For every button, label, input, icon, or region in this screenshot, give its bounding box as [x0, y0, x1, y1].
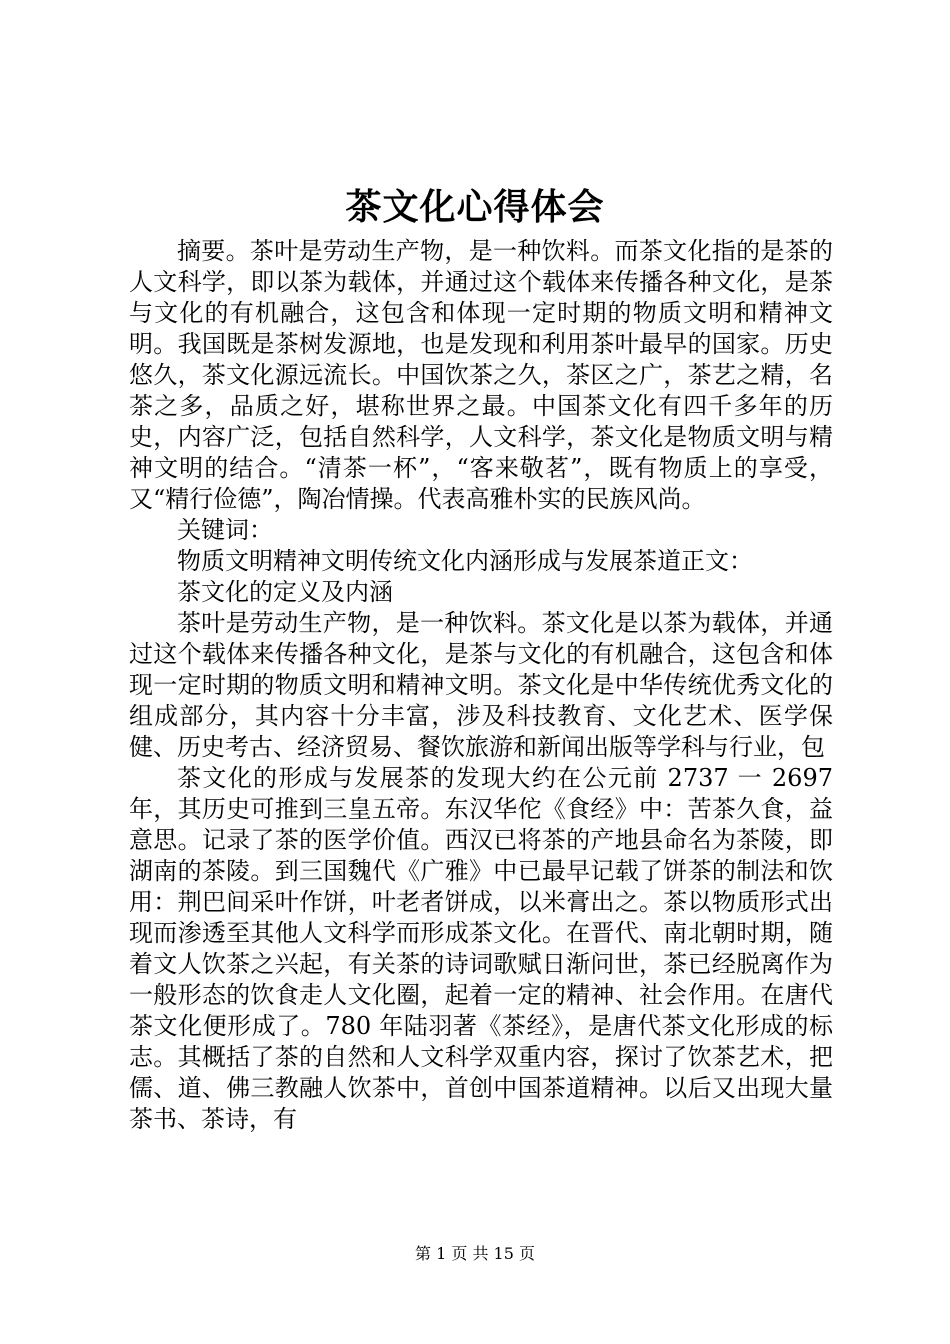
page-footer: 第 1 页 共 15 页 — [415, 1244, 535, 1263]
body-paragraph: 茶文化的形成与发展茶的发现大约在公元前 2737 一 2697 年，其历史可推到三皇五帝。东汉华佗《食经》中：苦茶久食，益意思。记录了茶的医学价值。西汉已将茶的产地县命名为茶陵，即湖南的茶陵。到三国魏代《广雅》中已最早记载了饼茶的制法和饮用：荆巴间采叶作饼，叶老者饼成，以米膏出之。茶以物质形式出现而渗透至其他人文科学而形成茶文化。在晋代、南北朝时期，随着文人饮茶之兴起，有关茶的诗词歌赋日渐问世，茶已经脱离作为一般形态的饮食走人文化圈，起着一定的精神、社会作用。在唐代茶文化便形成了。780 年陆羽著《茶经》，是唐代茶文化形成的标志。其概括了茶的自然和人文科学双重内容，探讨了饮茶艺术，把儒、道、佛三教融人饮茶中，首创中国茶道精神。以后又出现大量茶书、茶诗，有 — [129, 764, 833, 1133]
document-body — [129, 236, 833, 1135]
keywords-label: 关键词： — [177, 516, 273, 544]
document-title: 茶文化心得体会 — [345, 186, 605, 228]
abstract-paragraph: 摘要。茶叶是劳动生产物，是一种饮料。而茶文化指的是茶的人文科学，即以茶为载体，并通过这个载体来传播各种文化，是茶与文化的有机融合，这包含和体现一定时期的物质文明和精神文明。我国既是茶树发源地，也是发现和利用茶叶最早的国家。历史悠久，茶文化源远流长。中国饮茶之久，茶区之广，茶艺之精，名茶之多，品质之好，堪称世界之最。中国茶文化有四千多年的历史，内容广泛，包括自然科学，人文科学，茶文化是物质文明与精神文明的结合。“清茶一杯”，“客来敬茗”，既有物质上的享受，又“精行俭德”，陶冶情操。代表高雅朴实的民族风尚。 — [129, 237, 833, 513]
keywords-line: 物质文明精神文明传统文化内涵形成与发展茶道正文： — [177, 547, 753, 575]
section-heading: 茶文化的定义及内涵 — [177, 578, 393, 606]
body-paragraph: 茶叶是劳动生产物，是一种饮料。茶文化是以茶为载体，并通过这个载体来传播各种文化，是茶与文化的有机融合，这包含和体现一定时期的物质文明和精神文明。茶文化是中华传统优秀文化的组成部分，其内容十分丰富，涉及科技教育、文化艺术、医学保健、历史考古、经济贸易、餐饮旅游和新闻出版等学科与行业，包 — [129, 609, 833, 761]
